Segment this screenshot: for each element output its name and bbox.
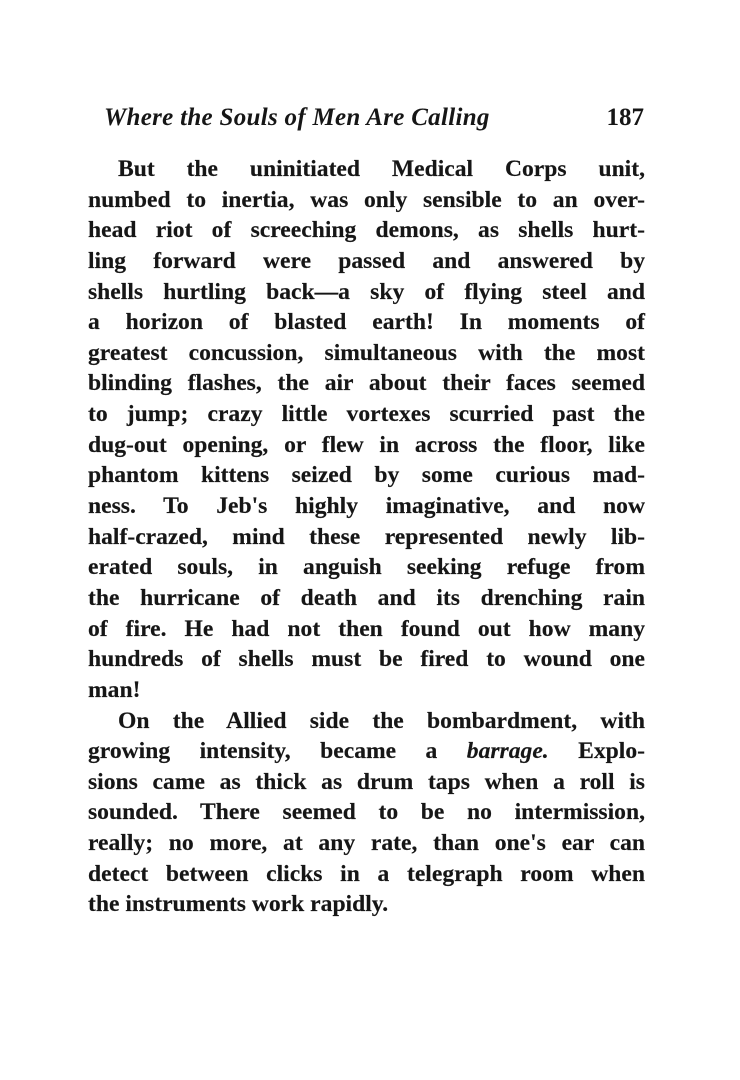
page-header — [104, 104, 644, 138]
text-segment: greatest concussion, simultaneous with the most — [88, 339, 645, 366]
text-segment: hundreds of shells must be fired to wound one — [88, 646, 645, 673]
text-segment: the hurricane of death and its drenching rain — [88, 584, 645, 611]
text-segment: man! — [88, 676, 141, 703]
running-title: Where the Souls of Men Are Calling — [104, 104, 490, 131]
text-line — [88, 368, 645, 399]
text-segment: of fire. He had not then found out how many — [88, 615, 645, 642]
text-segment: phantom kittens seized by some curious mad- — [88, 462, 645, 489]
text-segment: blinding flashes, the air about their faces seemed — [88, 370, 645, 397]
text-segment: really; no more, at any rate, than one's ear can — [88, 830, 645, 857]
text-line — [88, 215, 645, 246]
paragraph — [88, 706, 645, 920]
text-segment: growing intensity, became a — [88, 738, 467, 765]
text-segment: numbed to inertia, was only sensible to an over- — [88, 186, 645, 213]
text-line — [88, 767, 645, 798]
text-segment: head riot of screeching demons, as shells hurt- — [88, 217, 645, 244]
text-line — [88, 154, 645, 185]
text-line — [88, 583, 645, 614]
text-segment: half-crazed, mind these represented newly lib- — [88, 523, 645, 550]
text-segment: to jump; crazy little vortexes scurried past the — [88, 401, 645, 428]
text-line — [88, 859, 645, 890]
text-segment: sions came as thick as drum taps when a roll is — [88, 768, 645, 795]
text-line — [88, 522, 645, 553]
text-segment: erated souls, in anguish seeking refuge from — [88, 554, 645, 581]
text-line — [88, 797, 645, 828]
text-line — [88, 491, 645, 522]
text-line — [88, 614, 645, 645]
text-line — [88, 460, 645, 491]
text-line — [88, 430, 645, 461]
text-segment: ness. To Jeb's highly imaginative, and now — [88, 493, 645, 520]
text-line — [88, 675, 645, 706]
text-segment: dug-out opening, or flew in across the floor, like — [88, 431, 645, 458]
text-segment: the instruments work rapidly. — [88, 891, 389, 918]
text-line — [88, 185, 645, 216]
text-line — [88, 399, 645, 430]
text-line — [88, 307, 645, 338]
page-number: 187 — [606, 104, 644, 131]
text-line — [88, 277, 645, 308]
text-segment: But the uninitiated Medical Corps unit, — [118, 156, 645, 182]
body-text — [88, 154, 645, 920]
text-segment: sounded. There seemed to be no intermission, — [88, 799, 645, 826]
text-line — [88, 246, 645, 277]
text-segment: ling forward were passed and answered by — [88, 247, 645, 274]
text-line — [88, 889, 645, 920]
text-line — [88, 828, 645, 859]
text-line — [88, 706, 645, 737]
italic-text: barrage. — [466, 738, 549, 765]
text-line — [88, 736, 645, 767]
text-segment: detect between clicks in a telegraph room when — [88, 860, 645, 887]
paragraph — [88, 154, 645, 706]
text-line — [88, 552, 645, 583]
text-segment: a horizon of blasted earth! In moments of — [88, 309, 645, 336]
text-line — [88, 644, 645, 675]
text-segment: On the Allied side the bombardment, with — [118, 707, 645, 734]
text-segment: Explo- — [548, 738, 645, 765]
text-line — [88, 338, 645, 369]
text-segment: shells hurtling back—a sky of flying steel and — [88, 278, 645, 305]
